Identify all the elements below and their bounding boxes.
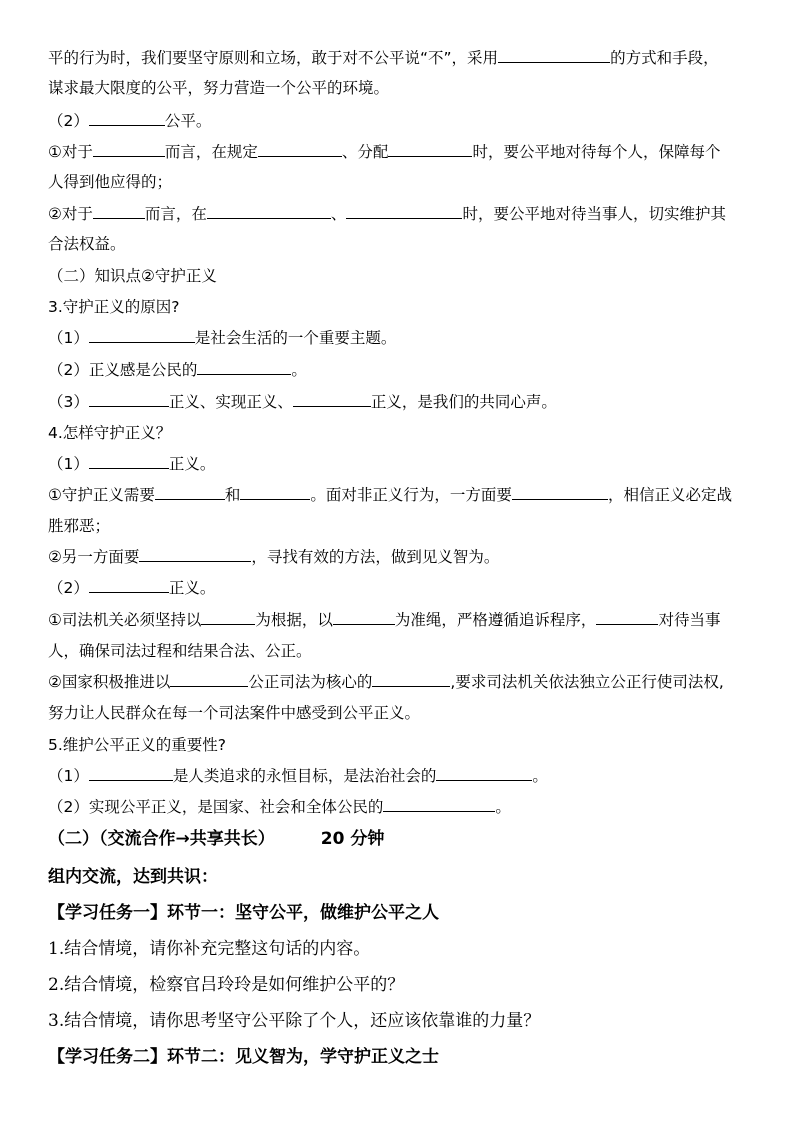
task-heading: [48, 1046, 439, 1068]
text-run: 平的行为时，我们要坚守原则和立场，敢于对不公平说“不”，采用: [48, 49, 499, 67]
text-run: 、: [330, 205, 347, 223]
section-heading: [48, 265, 217, 287]
text-line: [48, 233, 126, 255]
text-run: 和: [224, 486, 241, 504]
fill-blank[interactable]: [512, 484, 608, 500]
question-heading: [48, 422, 171, 444]
fill-blank[interactable]: [93, 203, 145, 219]
text-line: [48, 110, 211, 132]
text-run: 1.结合情境，请你补充完整这句话的内容。: [48, 939, 371, 959]
text-run: 而言，在规定: [164, 143, 258, 161]
fill-blank[interactable]: [155, 484, 225, 500]
text-run: 人，确保司法过程和结果合法、公正。: [48, 642, 312, 660]
text-line: [48, 671, 724, 693]
text-run: ①守护正义需要: [48, 486, 155, 504]
fill-blank[interactable]: [436, 765, 532, 781]
text-run: （1）: [48, 455, 89, 473]
text-run: 时，要公平地对待当事人，切实维护其: [462, 205, 726, 223]
text-run: ②另一方面要: [48, 548, 140, 566]
text-run: 是社会生活的一个重要主题。: [194, 329, 397, 347]
fill-blank[interactable]: [89, 327, 195, 343]
section-heading: [48, 866, 218, 888]
text-run: 人得到他应得的；: [48, 173, 173, 191]
text-run: （3）: [48, 393, 89, 411]
text-line: [48, 203, 726, 225]
text-line: [48, 546, 499, 568]
fill-blank[interactable]: [89, 453, 169, 469]
text-run: 3.守护正义的原因?: [48, 298, 180, 316]
fill-blank[interactable]: [207, 203, 331, 219]
text-run: 。: [532, 767, 548, 785]
question-item: [48, 974, 404, 996]
text-run: 对待当事: [658, 611, 721, 629]
text-line: [48, 391, 557, 413]
text-line: [48, 359, 307, 381]
text-run: 。: [495, 798, 511, 816]
text-line: [48, 453, 215, 475]
text-run: 正义，是我们的共同心声。: [370, 393, 557, 411]
text-line: [48, 47, 719, 69]
text-run: （二）（交流合作→共享共长）: [48, 829, 275, 849]
text-line: [48, 171, 172, 193]
text-run: （2）正义感是公民的: [48, 361, 198, 379]
text-run: 正义。: [168, 455, 216, 473]
text-run: 是人类追求的永恒目标，是法治社会的: [172, 767, 437, 785]
text-run: 公平。: [164, 112, 212, 130]
text-run: ①对于: [48, 143, 93, 161]
text-run: （二）知识点②守护正义: [48, 267, 217, 285]
text-line: [48, 77, 389, 99]
text-line: [48, 702, 420, 724]
task-heading: [48, 902, 439, 924]
fill-blank[interactable]: [346, 203, 462, 219]
fill-blank[interactable]: [197, 359, 291, 375]
text-run: 5.维护公平正义的重要性?: [48, 736, 227, 754]
fill-blank[interactable]: [258, 141, 342, 157]
text-run: 2.结合情境，检察官吕玲玲是如何维护公平的？: [48, 975, 405, 995]
fill-blank[interactable]: [89, 110, 165, 126]
text-run: 组内交流，达到共识：: [48, 867, 218, 887]
text-line: [48, 327, 396, 349]
fill-blank[interactable]: [333, 609, 395, 625]
text-line: [48, 515, 110, 537]
fill-blank[interactable]: [498, 47, 610, 63]
text-run: 而言，在: [144, 205, 207, 223]
fill-blank[interactable]: [240, 484, 310, 500]
question-heading: [48, 734, 226, 756]
text-run: 4.怎样守护正义？: [48, 424, 172, 442]
text-run: 的方式和手段，: [610, 49, 719, 67]
fill-blank[interactable]: [89, 765, 173, 781]
text-run: 3.结合情境，请你思考坚守公平除了个人，还应该依靠谁的力量？: [48, 1011, 541, 1031]
text-run: （2）: [48, 579, 89, 597]
fill-blank[interactable]: [596, 609, 658, 625]
text-line: [48, 577, 215, 599]
text-run: （1）: [48, 767, 89, 785]
fill-blank[interactable]: [89, 391, 169, 407]
question-item: [48, 938, 370, 960]
text-run: （2）实现公平正义，是国家、社会和全体公民的: [48, 798, 384, 816]
fill-blank[interactable]: [93, 141, 165, 157]
text-line: [48, 609, 720, 631]
text-run: ②国家积极推进以: [48, 673, 171, 691]
text-run: ，寻找有效的方法，做到见义智为。: [251, 548, 500, 566]
question-heading: [48, 296, 180, 318]
text-run: 正义。: [168, 579, 216, 597]
text-run: （2）: [48, 112, 89, 130]
text-run: 谋求最大限度的公平，努力营造一个公平的环境。: [48, 79, 390, 97]
text-run: 努力让人民群众在每一个司法案件中感受到公平正义。: [48, 704, 421, 722]
text-run: 时，要公平地对待每个人，保障每个: [472, 143, 721, 161]
text-run: 【学习任务一】环节一：坚守公平，做维护公平之人: [48, 903, 439, 923]
text-line: [48, 796, 511, 818]
fill-blank[interactable]: [372, 671, 450, 687]
fill-blank[interactable]: [170, 671, 248, 687]
question-item: [48, 1010, 540, 1032]
text-line: [48, 141, 720, 163]
text-run: 【学习任务二】环节二：见义智为，学守护正义之士: [48, 1047, 439, 1067]
text-run: 正义、实现正义、: [168, 393, 293, 411]
text-run: ②对于: [48, 205, 93, 223]
text-run: 为准绳，严格遵循追诉程序，: [394, 611, 597, 629]
duration-label: 20 分钟: [320, 829, 385, 849]
fill-blank[interactable]: [201, 609, 255, 625]
fill-blank[interactable]: [293, 391, 371, 407]
section-heading: [48, 828, 384, 850]
text-run: ,要求司法机关依法独立公正行使司法权,: [450, 673, 724, 691]
text-run: 胜邪恶；: [48, 517, 111, 535]
text-run: ①司法机关必须坚持以: [48, 611, 202, 629]
text-line: [48, 640, 312, 662]
fill-blank[interactable]: [388, 141, 472, 157]
text-run: 合法权益。: [48, 235, 126, 253]
fill-blank[interactable]: [383, 796, 495, 812]
text-run: （1）: [48, 329, 89, 347]
text-run: 、分配: [341, 143, 389, 161]
text-run: 为根据，以: [255, 611, 333, 629]
text-line: [48, 484, 732, 506]
text-line: [48, 765, 548, 787]
fill-blank[interactable]: [139, 546, 251, 562]
text-run: ，相信正义必定战: [607, 486, 732, 504]
text-run: 。: [291, 361, 307, 379]
text-run: 。面对非正义行为，一方面要: [310, 486, 512, 504]
fill-blank[interactable]: [89, 577, 169, 593]
text-run: 公正司法为核心的: [248, 673, 373, 691]
